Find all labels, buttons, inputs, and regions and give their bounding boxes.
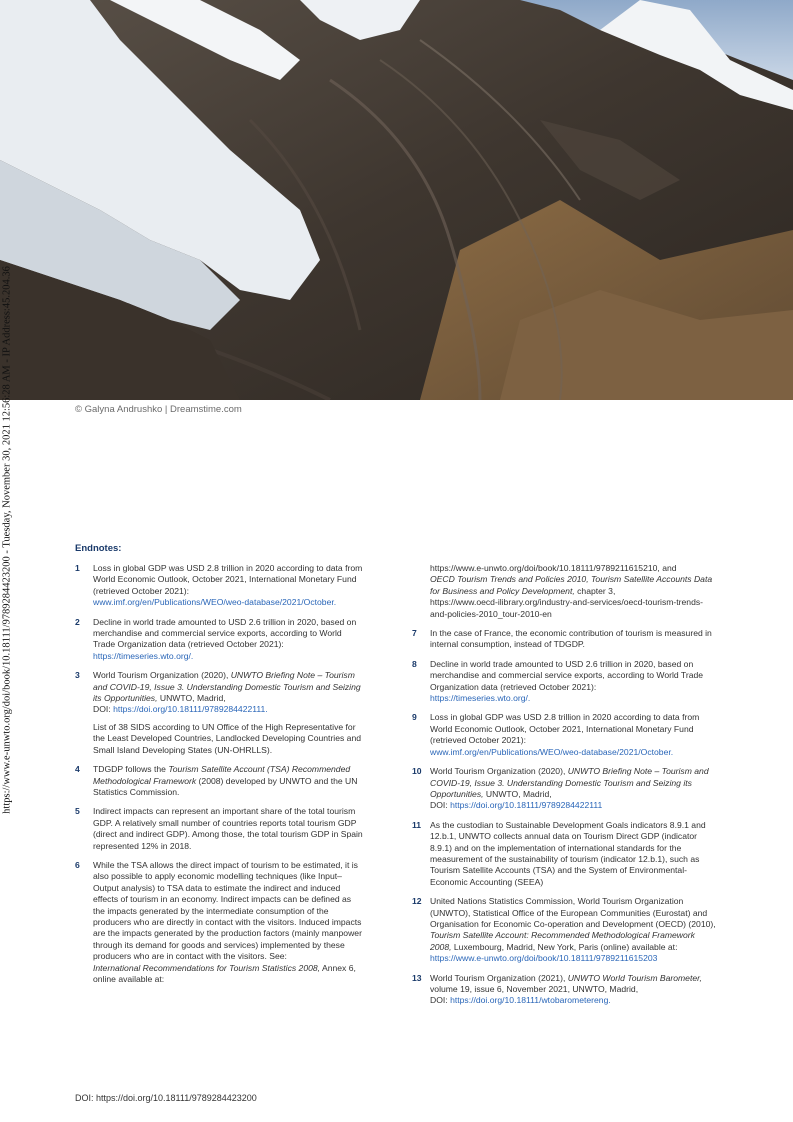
endnote-10: 10 World Tourism Organization (2020), UNWTO Briefing Note – Tourism and COVID-19, Issue 3. Understanding Domestic Tourism and Seizing its Opportunities, UNWTO, Madrid, DOI: https://doi.org/10.18111/9789284422111 [412, 766, 709, 811]
photo-credit: © Galyna Andrushko | Dreamstime.com [75, 404, 242, 415]
endnote-paragraph: List of 38 SIDS according to UN Office of the High Representative for the Least Developed Countries, Landlocked Developing Countries and Small Island Developing States (UN-OHRLLS). [93, 721, 362, 755]
endnotes-left-column [75, 563, 365, 993]
endnote-link[interactable]: https://www.oecd-ilibrary.org/industry-and-services/oecd-tourism-trends-and-policies-2010_tour-2010-en [430, 597, 704, 619]
endnote-number: 5 [75, 806, 80, 817]
endnote-number: 7 [412, 628, 417, 639]
footer-doi: DOI: https://doi.org/10.18111/9789284423200 [75, 1093, 257, 1103]
endnote-link[interactable]: https://doi.org/10.18111/9789284422111. [113, 704, 268, 715]
endnote-number: 1 [75, 563, 80, 573]
endnote-number: 4 [75, 764, 80, 775]
mountain-photo-image [0, 0, 793, 400]
endnote-number: 13 [412, 972, 422, 983]
endnote-1: 1 Loss in global GDP was USD 2.8 trillion in 2020 according to data from World Economic Outlook, October 2021, International Monetary Fund (retrieved October 2021): www.imf.org/en/Publications/WEO/weo-database/2021/October. [75, 563, 363, 608]
endnote-9: 9 Loss in global GDP was USD 2.8 trillion in 2020 according to data from World Economic Outlook, October 2021, International Monetary Fund (retrieved October 2021): www.imf.org/en/Publications/WEO/weo-database/2021/October. [412, 712, 700, 757]
endnote-link[interactable]: https://timeseries.wto.org/. [93, 650, 194, 661]
endnote-3: 3 World Tourism Organization (2020), UNWTO Briefing Note – Tourism and COVID-19, Issue 3. Understanding Domestic Tourism and Seizing its Opportunities, UNWTO, Madrid, DOI: https://doi.org/10.18111/9789284422111. List of 38 SIDS according to UN Office of the High Representative for the Least Developed Countries, Landlocked Developing Countries and Small Island Developing States (UN-OHRLLS). [75, 670, 365, 756]
endnote-number: 10 [412, 766, 422, 777]
endnote-link[interactable]: www.imf.org/en/Publications/WEO/weo-database/2021/October. [430, 746, 674, 757]
endnote-7: 7 In the case of France, the economic contribution of tourism is measured in internal consumption, instead of TDGDP. [412, 628, 712, 650]
endnote-2: 2 Decline in world trade amounted to USD 2.6 trillion in 2020, based on merchandise and commercial service exports, according to World Trade Organization data (retrieved October 2021): https://timeseries.wto.org/. [75, 616, 357, 661]
endnote-number: 2 [75, 616, 80, 627]
endnote-link[interactable]: www.imf.org/en/Publications/WEO/weo-database/2021/October. [93, 597, 337, 608]
endnote-link[interactable]: https://timeseries.wto.org/. [430, 693, 531, 704]
endnote-13: 13 World Tourism Organization (2021), UNWTO World Tourism Barometer, volume 19, issue 6, November 2021, UNWTO, Madrid, DOI: https://doi.org/10.18111/wtobarometereng. [412, 972, 702, 1006]
endnote-12: 12 United Nations Statistics Commission, World Tourism Organization (UNWTO), Statistical Office of the European Communities (Eurostat) and Organisation for Economic Co-operation and Development (OECD) (2010), Tourism Satellite Account: Recommended Methodological Framework 2008, Luxembourg, Madrid, New York, Paris (online) available at: https://www.e-unwto.org/doi/book/10.18111/9789211615203 [412, 896, 716, 964]
endnote-link[interactable]: https://www.e-unwto.org/doi/book/10.18111/9789211615210, [430, 563, 660, 573]
sidebar-access-stamp [0, 0, 14, 1122]
endnote-6: 6 While the TSA allows the direct impact of tourism to be estimated, it is also possible to apply economic modelling techniques (like Input–Output analysis) to TSA data to estimate the indirect and induced effects of tourism in an economy. Indirect impacts can be defined as the impacts generated by the intermediate consumption of the producers who are directly in contact with the visitors. Induced impacts are the impacts generated by the production factors (mainly manpower through its demand for goods and services) implemented by these producers who are in contact with the visitors. See: International Recommendations for Tourism Statistics 2008, Annex 6, online available at: [75, 859, 362, 984]
mountain-photo [0, 0, 793, 400]
endnotes-heading: Endnotes: [75, 543, 122, 554]
endnote-number: 3 [75, 670, 80, 681]
endnote-number: 6 [75, 859, 80, 870]
endnote-5: 5 Indirect impacts can represent an important share of the total tourism GDP. A relatively small number of countries reports total tourism GDP (direct and indirect GDP). Among those, the total tourism GDP in Spain represented 12% in 2018. [75, 806, 363, 851]
endnote-link[interactable]: https://www.e-unwto.org/doi/book/10.18111/9789211615203 [430, 953, 658, 964]
access-stamp-text: https://www.e-unwto.org/doi/book/10.18111/9789284423200 - Tuesday, November 30, 2021 12:56:28 AM - IP Address:45.204.36 [1, 266, 13, 814]
endnote-4: 4 TDGDP follows the Tourism Satellite Account (TSA) Recommended Methodological Framework (2008) developed by UNWTO and the UN Statistics Commission. [75, 764, 358, 797]
endnote-8: 8 Decline in world trade amounted to USD 2.6 trillion in 2020, based on merchandise and commercial service exports, according to World Trade Organization data (retrieved October 2021): https://timeseries.wto.org/. [412, 658, 704, 704]
endnote-link[interactable]: https://doi.org/10.18111/wtobarometereng. [450, 995, 611, 1006]
endnote-6-continuation: https://www.e-unwto.org/doi/book/10.18111/9789211615210, and OECD Tourism Trends and Policies 2010, Tourism Satellite Accounts Data for Business and Policy Development, chapter 3, https://www.oecd-ilibrary.org/industry-and-services/oecd-tourism-trends-and-policies-2010_tour-2010-en [430, 563, 713, 619]
endnotes-right-column [412, 563, 718, 1015]
endnote-number: 9 [412, 712, 417, 723]
endnote-link[interactable]: https://doi.org/10.18111/9789284422111 [450, 800, 603, 811]
endnote-number: 11 [412, 819, 422, 830]
endnote-number: 12 [412, 896, 422, 907]
endnote-11: 11 As the custodian to Sustainable Development Goals indicators 8.9.1 and 12.b.1, UNWTO collects annual data on Tourism Direct GDP (indicator 8.9.1) and on the implementation of international standards for the measurement of the sustainability of tourism (indicator 12.b.1), such as Tourism Satellite Accounts (TSA) and the System of Environmental-Economic Accounting (SEEA) [412, 819, 706, 887]
endnote-number: 8 [412, 658, 417, 669]
